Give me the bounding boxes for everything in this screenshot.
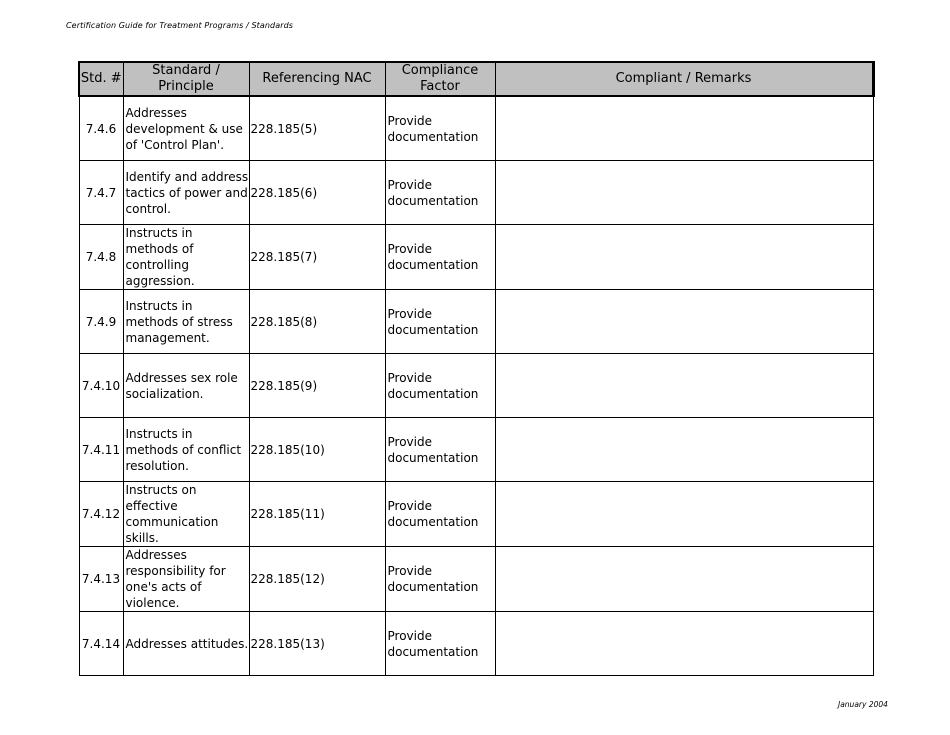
page-footer-date: January 2004	[838, 700, 888, 709]
compliance-factor: Provide documentation	[385, 612, 495, 676]
compliance-factor: Provide documentation	[385, 354, 495, 418]
table-row	[79, 290, 873, 354]
standard-principle: Addresses development & use of 'Control Plan'.	[123, 96, 249, 161]
table-row	[79, 161, 873, 225]
column-header-remarks: Compliant / Remarks	[495, 62, 873, 96]
standard-principle: Instructs in methods of stress management.	[123, 290, 249, 354]
referencing-nac: 228.185(12)	[249, 547, 385, 612]
standard-principle: Identify and address tactics of power and control.	[123, 161, 249, 225]
std-number: 7.4.7	[79, 161, 123, 225]
table-row	[79, 225, 873, 290]
remarks-cell[interactable]	[495, 225, 873, 290]
compliance-factor: Provide documentation	[385, 482, 495, 547]
std-number: 7.4.9	[79, 290, 123, 354]
standard-principle: Addresses sex role socialization.	[123, 354, 249, 418]
remarks-cell[interactable]	[495, 354, 873, 418]
table-header-row	[79, 62, 873, 96]
table-row	[79, 482, 873, 547]
column-header-factor: Compliance Factor	[385, 62, 495, 96]
referencing-nac: 228.185(8)	[249, 290, 385, 354]
remarks-cell[interactable]	[495, 418, 873, 482]
table-row	[79, 354, 873, 418]
table-row	[79, 547, 873, 612]
referencing-nac: 228.185(7)	[249, 225, 385, 290]
remarks-cell[interactable]	[495, 482, 873, 547]
standard-principle: Instructs in methods of conflict resolution.	[123, 418, 249, 482]
table-body	[79, 96, 873, 676]
standards-table	[78, 61, 875, 676]
compliance-factor: Provide documentation	[385, 290, 495, 354]
referencing-nac: 228.185(13)	[249, 612, 385, 676]
table-row	[79, 418, 873, 482]
compliance-factor: Provide documentation	[385, 225, 495, 290]
column-header-nac: Referencing NAC	[249, 62, 385, 96]
referencing-nac: 228.185(10)	[249, 418, 385, 482]
compliance-factor: Provide documentation	[385, 418, 495, 482]
referencing-nac: 228.185(11)	[249, 482, 385, 547]
compliance-factor: Provide documentation	[385, 96, 495, 161]
standard-principle: Addresses attitudes.	[123, 612, 249, 676]
referencing-nac: 228.185(5)	[249, 96, 385, 161]
column-header-std: Std. #	[79, 62, 123, 96]
remarks-cell[interactable]	[495, 161, 873, 225]
std-number: 7.4.13	[79, 547, 123, 612]
std-number: 7.4.12	[79, 482, 123, 547]
table-header	[79, 62, 873, 96]
table-row	[79, 96, 873, 161]
table-row	[79, 612, 873, 676]
standard-principle: Instructs in methods of controlling aggression.	[123, 225, 249, 290]
remarks-cell[interactable]	[495, 612, 873, 676]
std-number: 7.4.11	[79, 418, 123, 482]
compliance-factor: Provide documentation	[385, 547, 495, 612]
referencing-nac: 228.185(6)	[249, 161, 385, 225]
remarks-cell[interactable]	[495, 290, 873, 354]
compliance-factor: Provide documentation	[385, 161, 495, 225]
page-header-title: Certification Guide for Treatment Programs / Standards	[66, 21, 294, 30]
std-number: 7.4.6	[79, 96, 123, 161]
standard-principle: Instructs on effective communication skills.	[123, 482, 249, 547]
remarks-cell[interactable]	[495, 547, 873, 612]
std-number: 7.4.8	[79, 225, 123, 290]
standard-principle: Addresses responsibility for one's acts of violence.	[123, 547, 249, 612]
referencing-nac: 228.185(9)	[249, 354, 385, 418]
column-header-principle: Standard / Principle	[123, 62, 249, 96]
std-number: 7.4.10	[79, 354, 123, 418]
remarks-cell[interactable]	[495, 96, 873, 161]
std-number: 7.4.14	[79, 612, 123, 676]
